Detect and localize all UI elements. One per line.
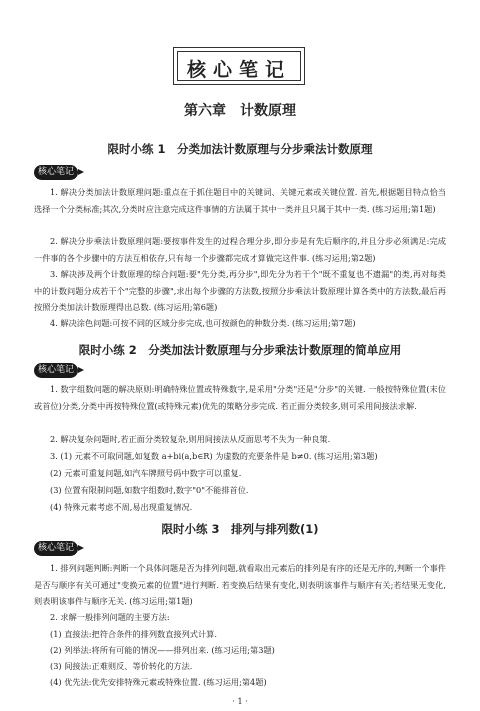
section-3-para-6: (4) 优先法:优先安排特殊元素或特殊位置. (练习运用;第4题): [50, 677, 267, 687]
section-2-para-4: (2) 元素可重复问题,如汽车牌照号码中数字可以重复.: [50, 468, 242, 478]
page-number: · 1 ·: [232, 697, 248, 706]
section-2-title: 限时小练 2 分类加法计数原理与分步乘法计数原理的简单应用: [78, 343, 402, 357]
section-2-para-5: (3) 位置有限制问题,如数字组数时,数字"0"不能排首位.: [50, 485, 249, 495]
section-1-para-4: 4. 解决涂色问题:可按不同的区域分步完成,也可按颜色的种数分类. (练习运用;第7题): [50, 318, 356, 328]
section-1-para-2: 2. 解决分步乘法计数原理问题:要按事件发生的过程合理分步,即分步是有先后顺序的,并且分步必须满足:完成一件事的各个步骤中的方法互相依存,只有每一个步骤都完成才算做完这件事. (练习运用;第2题): [34, 236, 446, 263]
section-2-para-6: (4) 特殊元素考虑不周,易出现重复情况.: [50, 502, 193, 512]
section-3-para-4: (2) 列举法:将所有可能的情况——排列出来. (练习运用;第3题): [50, 645, 275, 655]
section-1-para-3: 3. 解决涉及两个计数原理的综合问题:要"先分类,再分步",即先分为若干个"既不重复也不遗漏"的类,再对每类中的计数问题分成若干个"完整的步骤",求出每个步骤的方法数,按照分步乘法计数原理计算各类中的方法数,最后再按照分类加法计数原理得出总数. (练习运用;第6题): [34, 269, 446, 312]
section-2-para-2: 2. 解决复杂问题时,若正面分类较复杂,则用间接法从反面思考不失为一种良策.: [50, 434, 331, 444]
section-1-para-1: 1. 解决分类加法计数原理问题:重点在于抓住题目中的关键词、关键元素或关键位置. 首先,根据题目特点恰当选择一个分类标准;其次,分类时应注意完成这件事情的方法属于其中一类并且只属于其中一类. (练习运用;第1题): [34, 187, 446, 214]
chapter-title: 第六章 计数原理: [184, 103, 296, 119]
section-2-para-3: 3. (1) 元素不可取同题,如复数 a+bi(a,b∈R) 为虚数的充要条件是 b≠0. (练习运用;第3题): [50, 451, 378, 461]
section-1-badge: 核心笔记: [34, 165, 78, 180]
section-3-para-3: (1) 直接法:把符合条件的排列数直接列式计算.: [50, 629, 217, 639]
section-1-title: 限时小练 1 分类加法计数原理与分步乘法计数原理: [107, 142, 373, 156]
section-3-badge: 核心笔记: [34, 541, 78, 556]
section-3-para-1: 1. 排列问题判断:判断一个具体问题是否为排列问题,就看取出元素后的排列是有序的还是无序的,判断一个事件是否与顺序有关可通过"变换元素的位置"进行判断. 若变换后结果有变化,则表明该事件与顺序有关;若结果无变化,则表明该事件与顺序无关. (练习运用;第1题): [34, 563, 446, 606]
section-3-title: 限时小练 3 排列与排列数(1): [161, 522, 319, 536]
header-title: 核心笔记: [186, 59, 291, 81]
section-3-para-5: (3) 间接法:正难则反、等价转化的方法.: [50, 661, 193, 671]
section-3-para-2: 2. 求解一般排列问题的主要方法:: [50, 612, 170, 622]
section-2-badge: 核心笔记: [34, 363, 78, 378]
header-title-box: [173, 47, 305, 85]
section-2-para-1: 1. 数字组数问题的解决原则:明确特殊位置或特殊数字,是采用"分类"还是"分步"的关键. 一般按特殊位置(末位或首位)分类,分类中再按特殊位置(或特殊元素)优先的策略分步完成. 若正面分类较多,则可采用间接法求解.: [34, 384, 446, 411]
